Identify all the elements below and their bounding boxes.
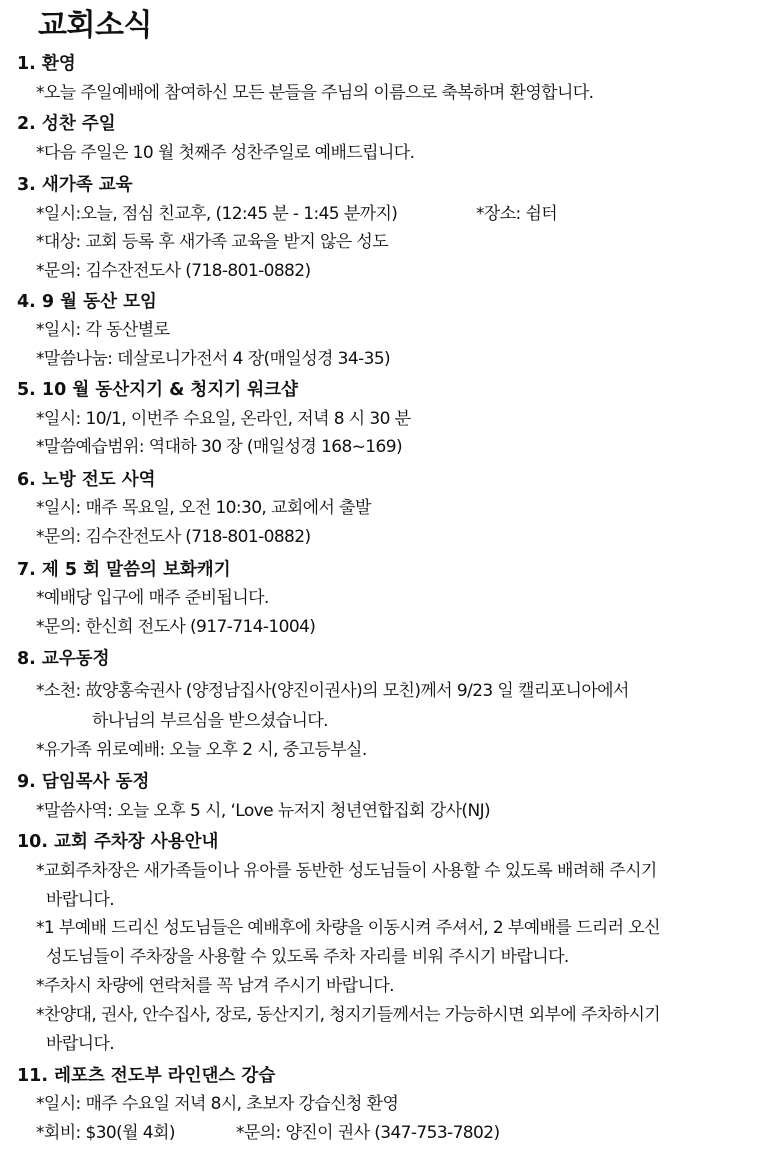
section-line: *말씀예습범위: 역대하 30 장 (매일성경 168~169) xyxy=(36,437,402,457)
section-line: *유가족 위로예배: 오늘 오후 2 시, 중고등부실. xyxy=(36,740,367,760)
section-line: *일시: 각 동산별로 xyxy=(36,320,170,340)
section-heading: 8. 교우동정 xyxy=(17,649,110,669)
inquiry-text: *문의: 양진이 권사 (347-753-7802) xyxy=(236,1123,500,1143)
section-line: *일시: 매주 수요일 저녁 8시, 초보자 강습신청 환영 xyxy=(36,1094,399,1114)
section-heading: 11. 레포츠 전도부 라인댄스 강습 xyxy=(17,1066,276,1086)
section-line: *주차시 차량에 연락처를 꼭 남겨 주시기 바랍니다. xyxy=(36,976,394,996)
section-line: *소천: 故양홍숙권사 (양정남집사(양진이권사)의 모친)께서 9/23 일 캘리포니아에서 xyxy=(36,681,629,701)
section-heading: 6. 노방 전도 사역 xyxy=(17,470,156,490)
section-heading: 5. 10 월 동산지기 & 청지기 워크샵 xyxy=(17,380,298,400)
section-line: *문의: 한신희 전도사 (917-714-1004) xyxy=(36,617,316,637)
section-line: *1 부예배 드리신 성도님들은 예배후에 차량을 이동시켜 주셔서, 2 부예배를 드리러 오신 xyxy=(36,918,660,938)
section-line: 바랍니다. xyxy=(46,890,115,910)
page-title: 교회소식 xyxy=(38,8,152,43)
section-heading: 9. 담임목사 동정 xyxy=(17,772,150,792)
section-line: *교회주차장은 새가족들이나 유아를 동반한 성도님들이 사용할 수 있도록 배려해 주시기 xyxy=(36,861,657,881)
section-heading: 1. 환영 xyxy=(17,54,76,74)
section-heading: 2. 성찬 주일 xyxy=(17,114,116,134)
section-line: *일시: 10/1, 이번주 수요일, 온라인, 저녁 8 시 30 분 xyxy=(36,409,411,429)
section-line: *문의: 김수잔전도사 (718-801-0882) xyxy=(36,527,311,547)
section-line: *대상: 교회 등록 후 새가족 교육을 받지 않은 성도 xyxy=(36,232,389,252)
section-line: *찬양대, 권사, 안수집사, 장로, 동산지기, 청지기들께서는 가능하시면 외부에 주차하시기 xyxy=(36,1005,661,1025)
place-text: *장소: 쉼터 xyxy=(476,204,558,224)
section-line: 성도님들이 주차장을 사용할 수 있도록 주차 자리를 비워 주시기 바랍니다. xyxy=(46,947,569,967)
section-line: *회비: $30(월 4회) xyxy=(36,1123,175,1143)
section-line: *오늘 주일예배에 참여하신 모든 분들을 주님의 이름으로 축복하며 환영합니다. xyxy=(36,83,594,103)
section-heading: 4. 9 월 동산 모임 xyxy=(17,292,157,312)
section-line: 하나님의 부르심을 받으셨습니다. xyxy=(92,711,328,731)
section-heading: 7. 제 5 회 말씀의 보화캐기 xyxy=(17,560,231,580)
section-line: *일시: 매주 목요일, 오전 10:30, 교회에서 출발 xyxy=(36,498,371,518)
section-line: *문의: 김수잔전도사 (718-801-0882) xyxy=(36,261,311,281)
section-line: 바랍니다. xyxy=(46,1034,115,1054)
section-line: *다음 주일은 10 월 첫째주 성찬주일로 예배드립니다. xyxy=(36,143,415,163)
section-line: *말씀사역: 오늘 오후 5 시, ‘Love 뉴저지 청년연합집회 강사(NJ) xyxy=(36,801,491,821)
section-line: *말씀나눔: 데살로니가전서 4 장(매일성경 34-35) xyxy=(36,349,391,369)
section-heading: 10. 교회 주차장 사용안내 xyxy=(17,832,219,852)
section-heading: 3. 새가족 교육 xyxy=(17,175,133,195)
section-line: *일시:오늘, 점심 친교후, (12:45 분 - 1:45 분까지) xyxy=(36,204,398,224)
section-line: *예배당 입구에 매주 준비됩니다. xyxy=(36,588,269,608)
